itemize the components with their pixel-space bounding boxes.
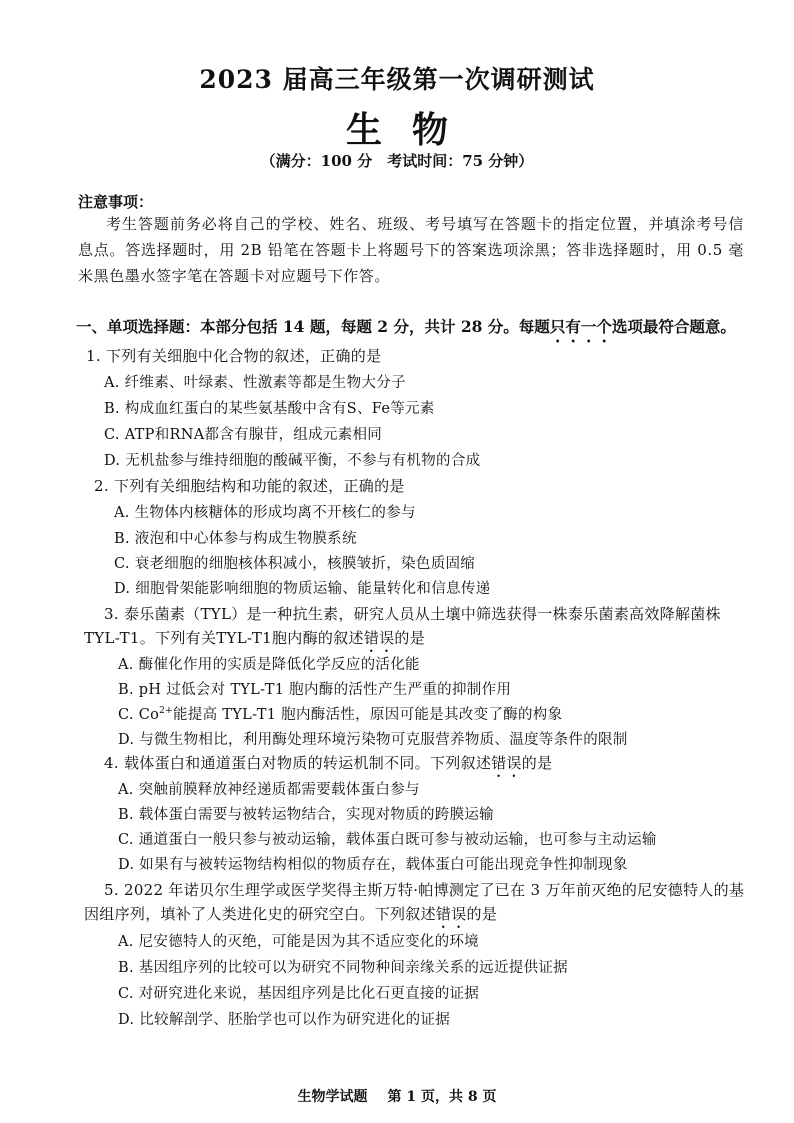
question-5-stem-line1: 5. 2022 年诺贝尔生理学或医学奖得主斯万特·帕博测定了已在 3 万年前灭绝的尼安德特人的基 — [104, 881, 745, 899]
question-5-option-b: B. 基因组序列的比较可以为研究不同物种间亲缘关系的远近提供证据 — [118, 960, 568, 976]
question-4-stem — [104, 752, 552, 781]
question-2-option-c: C. 衰老细胞的细胞核体积减小，核膜皱折，染色质固缩 — [114, 556, 476, 572]
question-2-option-b: B. 液泡和中心体参与构成生物膜系统 — [114, 531, 357, 547]
question-1-option-c: C. ATP和RNA都含有腺苷，组成元素相同 — [104, 427, 383, 443]
footer-page-number: 第 1 页，共 8 页 — [387, 1089, 497, 1105]
question-3-stem-text: TYL-T1。下列有关TYL-T1胞内酶的叙述 — [84, 629, 364, 647]
question-5-stem-tail: 的是 — [466, 905, 498, 923]
exam-title: 2023 届高三年级第一次调研测试 — [199, 65, 595, 94]
question-3-option-c — [118, 703, 562, 724]
question-1-option-a: A. 纤维素、叶绿素、性激素等都是生物大分子 — [104, 375, 406, 391]
section-heading-tail: 选项最符合题意。 — [611, 317, 736, 336]
question-3-option-a: A. 酶催化作用的实质是降低化学反应的活化能 — [118, 657, 420, 673]
page-footer — [0, 1086, 794, 1106]
footer-subject: 生物学试题 — [297, 1089, 368, 1105]
question-3-option-b: B. pH 过低会对 TYL-T1 胞内酶的活性产生严重的抑制作用 — [118, 682, 512, 698]
question-4-option-d: D. 如果有与被转运物结构相似的物质存在，载体蛋白可能出现竞争性抑制现象 — [118, 857, 628, 873]
question-5-option-a: A. 尼安德特人的灭绝，可能是因为其不适应变化的环境 — [118, 934, 479, 950]
subject-title: 生物 — [345, 109, 478, 151]
notice-heading: 注意事项： — [78, 193, 154, 211]
section-heading-text: 一、单项选择题：本部分包括 14 题，每题 2 分，共计 28 分。每题 — [76, 317, 550, 336]
notice-text: 考生答题前务必将自己的学校、姓名、班级、考号填写在答题卡的指定位置，并填涂考号信息点。答选择题时，用 2B 铅笔在答题卡上将题号下的答案选项涂黑；答非选择题时，用 0.5 毫米黑色墨水签字笔在答题卡对应题号下作答。 — [78, 215, 744, 285]
question-3-emphasis: 错误 — [363, 629, 395, 647]
question-1-stem: 1. 下列有关细胞中化合物的叙述，正确的是 — [86, 347, 382, 365]
question-1-option-b: B. 构成血红蛋白的某些氨基酸中含有S、Fe等元素 — [104, 401, 435, 417]
question-3-option-d: D. 与微生物相比，利用酶处理环境污染物可克服营养物质、温度等条件的限制 — [118, 732, 628, 748]
question-2-stem: 2. 下列有关细胞结构和功能的叙述，正确的是 — [94, 477, 405, 495]
question-4-option-c: C. 通道蛋白一般只参与被动运输，载体蛋白既可参与被动运输，也可参与主动运输 — [118, 832, 657, 848]
question-5-stem-text: 因组序列，填补了人类进化史的研究空白。下列叙述 — [84, 905, 436, 923]
exam-meta: （满分：100 分 考试时间：75 分钟） — [260, 152, 534, 170]
question-1-option-d: D. 无机盐参与维持细胞的酸碱平衡，不参与有机物的合成 — [104, 453, 481, 469]
question-4-option-b: B. 载体蛋白需要与被转运物结合，实现对物质的跨膜运输 — [118, 807, 494, 823]
question-3-stem-line2 — [84, 627, 425, 656]
question-3-stem-tail: 的是 — [394, 629, 426, 647]
question-4-option-a: A. 突触前膜释放神经递质都需要载体蛋白参与 — [118, 782, 420, 798]
question-4-stem-tail: 的是 — [521, 754, 553, 772]
question-3-option-c-post: 能提高 TYL-T1 胞内酶活性，原因可能是其改变了酶的构象 — [173, 707, 563, 723]
question-4-stem-text: 4. 载体蛋白和通道蛋白对物质的转运机制不同。下列叙述 — [104, 754, 492, 772]
section-heading — [76, 315, 766, 346]
question-5-stem-line2 — [84, 903, 497, 932]
question-3-option-c-pre: C. Co — [118, 707, 160, 723]
question-2-option-a: A. 生物体内核糖体的形成均离不开核仁的参与 — [114, 505, 416, 521]
question-3-stem-line1: 3. 泰乐菌素（TYL）是一种抗生素，研究人员从土壤中筛选获得一株泰乐菌素高效降解菌株 — [104, 605, 721, 623]
question-2-option-d: D. 细胞骨架能影响细胞的物质运输、能量转化和信息传递 — [114, 581, 491, 597]
question-5-emphasis: 错误 — [435, 905, 467, 923]
question-5-option-d: D. 比较解剖学、胚胎学也可以作为研究进化的证据 — [118, 1012, 451, 1028]
question-4-emphasis: 错误 — [491, 754, 522, 772]
question-5-option-c: C. 对研究进化来说，基因组序列是比化石更直接的证据 — [118, 986, 480, 1002]
question-3-option-c-sup: 2+ — [159, 706, 173, 717]
section-heading-emphasis: 只有一个 — [549, 317, 612, 336]
